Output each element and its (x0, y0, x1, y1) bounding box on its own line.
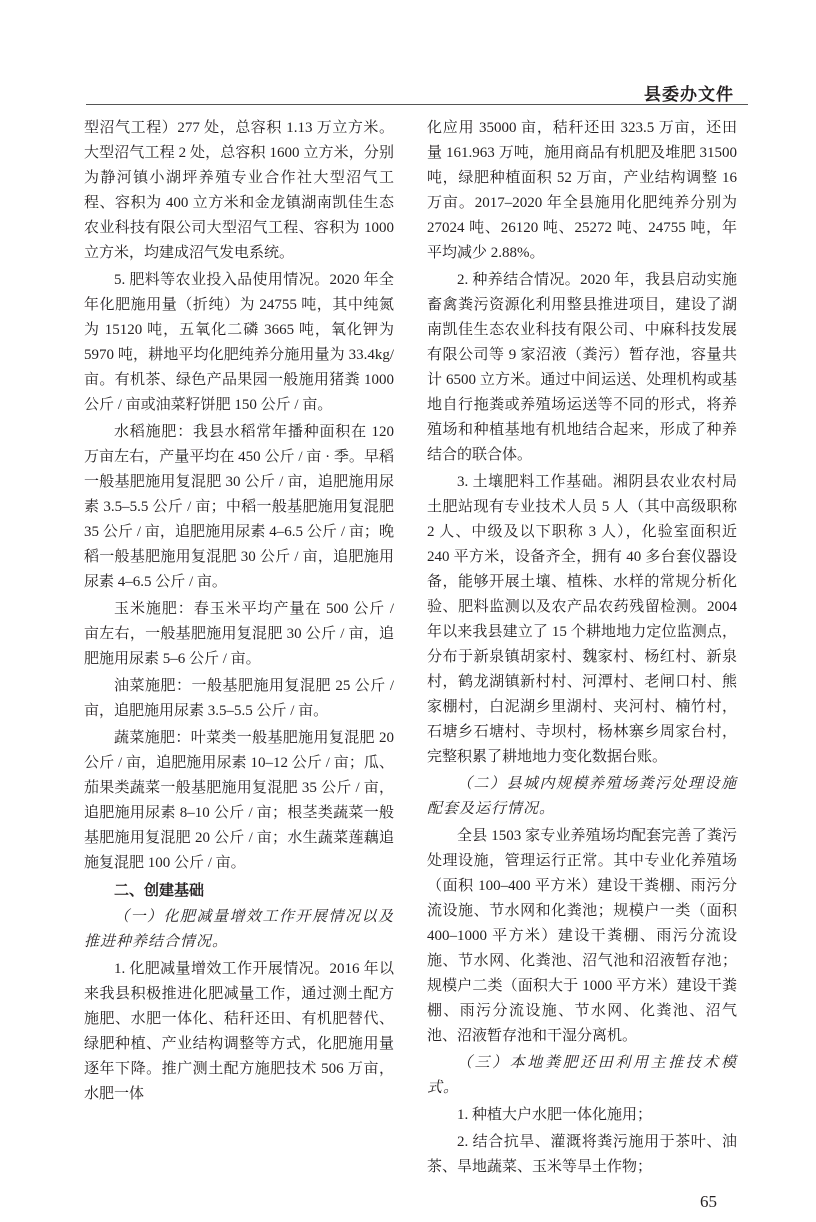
subsection-heading: （三）本地粪肥还田利用主推技术模式。 (427, 1055, 737, 1096)
paragraph: 3. 土壤肥料工作基础。湘阴县农业农村局土肥站现有专业技术人员 5 人（其中高级职称 2 人、中级及以下职称 3 人），化验室面积近 240 平方米，设备齐全，拥有 40 多台套仪器设备，能够开展土壤、植株、水样的常规分析化验、肥料监测以及农产品农药残留检测。2004 年以来我县建立了 15 个耕地地力定位监测点，分布于新泉镇胡家村、魏家村、杨红村、新泉村，鹤龙湖镇新村村、河潭村、老闸口村、熊家棚村，白泥湖乡里湖村、夹河村、楠竹村，石塘乡石塘村、寺坝村，杨林寨乡周家台村，完整积累了耕地地力变化数据台账。 (427, 474, 737, 765)
paragraph: 1. 化肥减量增效工作开展情况。2016 年以来我县积极推进化肥减量工作，通过测土配方施肥、水肥一体化、秸秆还田、有机肥替代、绿肥种植、产业结构调整等方式，化肥施用量逐年下降。推广测土配方施肥技术 506 万亩，水肥一体 (84, 961, 394, 1102)
paragraph: 化应用 35000 亩，秸秆还田 323.5 万亩，还田量 161.963 万吨，施用商品有机肥及堆肥 31500 吨，绿肥种植面积 52 万亩，产业结构调整 16 万亩。2017–2020 年全县施用化肥纯养分别为 27024 吨、26120 吨、25272 吨、24755 吨，年平均减少 2.88%。 (427, 120, 737, 261)
paragraph: 全县 1503 家专业养殖场均配套完善了粪污处理设施，管理运行正常。其中专业化养殖场（面积 100–400 平方米）建设干粪棚、雨污分流设施、节水网和化粪池；规模户一类（面积 400–1000 平方米）建设干粪棚、雨污分流设施、节水网、化粪池、沼气池和沼液暂存池；规模户二类（面积大于 1000 平方米）建设干粪棚、雨污分流设施、节水网、化粪池、沼气池、沼液暂存池和干湿分离机。 (427, 828, 737, 1044)
subsection-heading: （一）化肥减量增效工作开展情况以及推进种养结合情况。 (84, 909, 394, 950)
paragraph: 2. 结合抗旱、灌溉将粪污施用于茶叶、油茶、旱地蔬菜、玉米等旱土作物； (427, 1134, 737, 1175)
paragraph: 型沼气工程）277 处，总容积 1.13 万立方米。大型沼气工程 2 处，总容积 1600 立方米，分别为静河镇小湖坪养殖专业合作社大型沼气工程、容积为 400 立方米和金龙镇湖南凯佳生态农业科技有限公司大型沼气工程、容积为 1000 立方米，均建成沼气发电系统。 (84, 120, 394, 261)
paragraph: 5. 肥料等农业投入品使用情况。2020 年全年化肥施用量（折纯）为 24755 吨，其中纯氮为 15120 吨，五氧化二磷 3665 吨，氧化钾为 5970 吨，耕地平均化肥纯养分施用量为 33.4kg/ 亩。有机茶、绿色产品果园一般施用猪粪 1000 公斤 / 亩或油菜籽饼肥 150 公斤 / 亩。 (84, 272, 394, 413)
page-number: 65 (700, 1192, 717, 1211)
paragraph: 2. 种养结合情况。2020 年，我县启动实施畜禽粪污资源化利用整县推进项目，建设了湖南凯佳生态农业科技有限公司、中麻科技发展有限公司等 9 家沼液（粪污）暂存池，容量共计 6500 立方米。通过中间运送、处理机构或基地自行拖粪或养殖场运送等不同的形式，将养殖场和种植基地有机地结合起来，形成了种养结合的联合体。 (427, 272, 737, 463)
paragraph: 水稻施肥：我县水稻常年播种面积在 120 万亩左右，产量平均在 450 公斤 / 亩 · 季。早稻一般基肥施用复混肥 30 公斤 / 亩，追肥施用尿素 3.5–5.5 公斤 / 亩；中稻一般基肥施用复混肥 35 公斤 / 亩，追肥施用尿素 4–6.5 公斤 / 亩；晚稻一般基肥施用复混肥 30 公斤 / 亩，追肥施用尿素 4–6.5 公斤 / 亩。 (84, 424, 394, 590)
subsection-heading: （二）县城内规模养殖场粪污处理设施配套及运行情况。 (427, 776, 737, 817)
paragraph: 玉米施肥：春玉米平均产量在 500 公斤 / 亩左右，一般基肥施用复混肥 30 公斤 / 亩，追肥施用尿素 5–6 公斤 / 亩。 (84, 601, 394, 667)
paragraph: 蔬菜施肥：叶菜类一般基肥施用复混肥 20 公斤 / 亩，追肥施用尿素 10–12 公斤 / 亩；瓜、茄果类蔬菜一般基肥施用复混肥 35 公斤 / 亩，追肥施用尿素 8–10 公斤 / 亩；根茎类蔬菜一般基肥施用复混肥 20 公斤 / 亩；水生蔬菜莲藕追施复混肥 100 公斤 / 亩。 (84, 730, 394, 871)
running-header-title: 县委办文件 (644, 85, 734, 105)
paragraph: 油菜施肥：一般基肥施用复混肥 25 公斤 / 亩，追肥施用尿素 3.5–5.5 公斤 / 亩。 (84, 678, 394, 719)
header-rule (86, 104, 748, 105)
left-column (84, 116, 394, 1109)
right-column (427, 116, 737, 1182)
paragraph: 1. 种植大户水肥一体化施用； (457, 1107, 653, 1123)
section-heading: 二、创建基础 (114, 881, 205, 899)
